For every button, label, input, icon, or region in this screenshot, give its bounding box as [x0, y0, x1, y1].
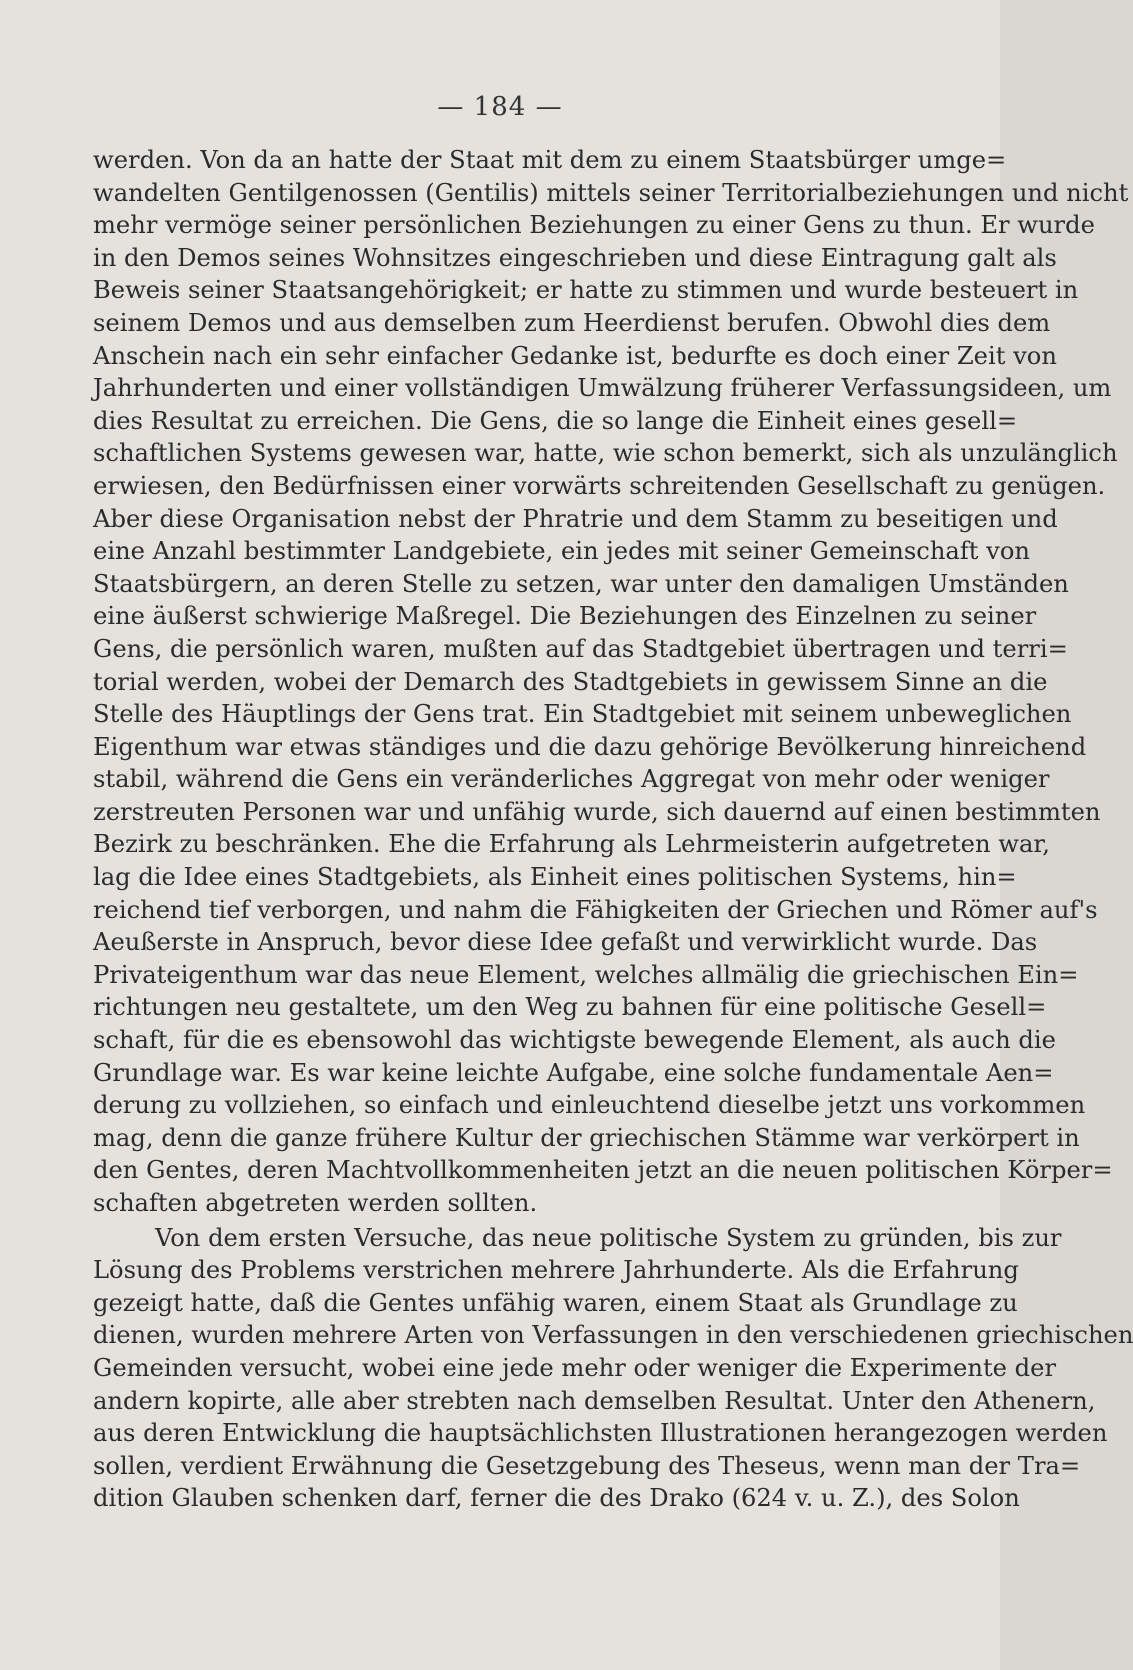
- text-line: Grundlage war. Es war keine leichte Aufgabe, eine solche fundamentale Aen=: [93, 1058, 1054, 1087]
- text-line: sollen, verdient Erwähnung die Gesetzgebung des Theseus, wenn man der Tra=: [93, 1451, 1081, 1480]
- text-line: eine Anzahl bestimmter Landgebiete, ein jedes mit seiner Gemeinschaft von: [93, 537, 1030, 566]
- text-line: Eigenthum war etwas ständiges und die dazu gehörige Bevölkerung hinreichend: [93, 732, 1087, 761]
- text-line: in den Demos seines Wohnsitzes eingeschrieben und diese Eintragung galt als: [93, 243, 1057, 272]
- text-line: richtungen neu gestaltete, um den Weg zu bahnen für eine politische Gesell=: [93, 993, 1047, 1022]
- text-line: Stelle des Häuptlings der Gens trat. Ein Stadtgebiet mit seinem unbeweglichen: [93, 700, 1072, 729]
- text-line: zerstreuten Personen war und unfähig wurde, sich dauernd auf einen bestimmten: [93, 797, 1101, 826]
- text-line: aus deren Entwicklung die hauptsächlichsten Illustrationen herangezogen werden: [93, 1419, 1108, 1448]
- text-line: Anschein nach ein sehr einfacher Gedanke ist, bedurfte es doch einer Zeit von: [93, 341, 1057, 370]
- text-line: Lösung des Problems verstrichen mehrere Jahrhunderte. Als die Erfahrung: [93, 1256, 1019, 1285]
- text-line: erwiesen, den Bedürfnissen einer vorwärts schreitenden Gesellschaft zu genügen.: [93, 471, 1106, 500]
- text-line: mag, denn die ganze frühere Kultur der griechischen Stämme war verkörpert in: [93, 1123, 1080, 1152]
- text-line: reichend tief verborgen, und nahm die Fähigkeiten der Griechen und Römer auf's: [93, 895, 1098, 924]
- text-line: Aber diese Organisation nebst der Phratrie und dem Stamm zu beseitigen und: [93, 504, 1058, 533]
- text-line: dition Glauben schenken darf, ferner die des Drako (624 v. u. Z.), des Solon: [93, 1484, 1020, 1513]
- text-line: eine äußerst schwierige Maßregel. Die Beziehungen des Einzelnen zu seiner: [93, 602, 1037, 631]
- text-line: Gemeinden versucht, wobei eine jede mehr oder weniger die Experimente der: [93, 1353, 1057, 1382]
- text-line: schaft, für die es ebensowohl das wichtigste bewegende Element, als auch die: [93, 1026, 1056, 1055]
- paragraph-2: [93, 1222, 1133, 1515]
- text-line: derung zu vollziehen, so einfach und einleuchtend dieselbe jetzt uns vorkommen: [93, 1091, 1086, 1120]
- text-line: dienen, wurden mehrere Arten von Verfassungen in den verschiedenen griechischen: [93, 1321, 1133, 1350]
- text-line: schaften abgetreten werden sollten.: [93, 1189, 538, 1217]
- text-line: Aeußerste in Anspruch, bevor diese Idee gefaßt und verwirklicht wurde. Das: [93, 928, 1038, 957]
- text-line: den Gentes, deren Machtvollkommenheiten jetzt an die neuen politischen Körper=: [93, 1156, 1113, 1185]
- text-line: torial werden, wobei der Demarch des Stadtgebiets in gewissem Sinne an die: [93, 667, 1048, 696]
- text-line: andern kopirte, alle aber strebten nach demselben Resultat. Unter den Athenern,: [93, 1386, 1096, 1415]
- text-line: Beweis seiner Staatsangehörigkeit; er hatte zu stimmen und wurde besteuert in: [93, 276, 1079, 305]
- text-line: stabil, während die Gens ein veränderliches Aggregat von mehr oder weniger: [93, 765, 1050, 794]
- text-line: schaftlichen Systems gewesen war, hatte, wie schon bemerkt, sich als unzulänglich: [93, 439, 1118, 468]
- text-line: dies Resultat zu erreichen. Die Gens, die so lange die Einheit eines gesell=: [93, 406, 1018, 435]
- text-line: seinem Demos und aus demselben zum Heerdienst berufen. Obwohl dies dem: [93, 308, 1051, 337]
- text-line: mehr vermöge seiner persönlichen Beziehungen zu einer Gens zu thun. Er wurde: [93, 211, 1095, 240]
- text-line: Privateigenthum war das neue Element, welches allmälig die griechischen Ein=: [93, 960, 1079, 989]
- text-line: werden. Von da an hatte der Staat mit dem zu einem Staatsbürger umge=: [93, 146, 1007, 174]
- body-text: [93, 144, 1133, 1515]
- text-line: Bezirk zu beschränken. Ehe die Erfahrung als Lehrmeisterin aufgetreten war,: [93, 830, 1050, 859]
- text-line: lag die Idee eines Stadtgebiets, als Einheit eines politischen Systems, hin=: [93, 863, 1017, 892]
- text-line: Jahrhunderten und einer vollständigen Umwälzung früherer Verfassungsideen, um: [93, 374, 1112, 403]
- text-line: Gens, die persönlich waren, mußten auf das Stadtgebiet übertragen und terri=: [93, 634, 1068, 663]
- text-line: Staatsbürgern, an deren Stelle zu setzen, war unter den damaligen Umständen: [93, 569, 1069, 598]
- text-line: Von dem ersten Versuche, das neue politische System zu gründen, bis zur: [155, 1223, 1062, 1252]
- paragraph-1: [93, 144, 1129, 1220]
- text-line: wandelten Gentilgenossen (Gentilis) mittels seiner Territorialbeziehungen und nicht: [93, 178, 1129, 207]
- page-number: — 184 —: [437, 92, 563, 122]
- text-line: gezeigt hatte, daß die Gentes unfähig waren, einem Staat als Grundlage zu: [93, 1288, 1018, 1317]
